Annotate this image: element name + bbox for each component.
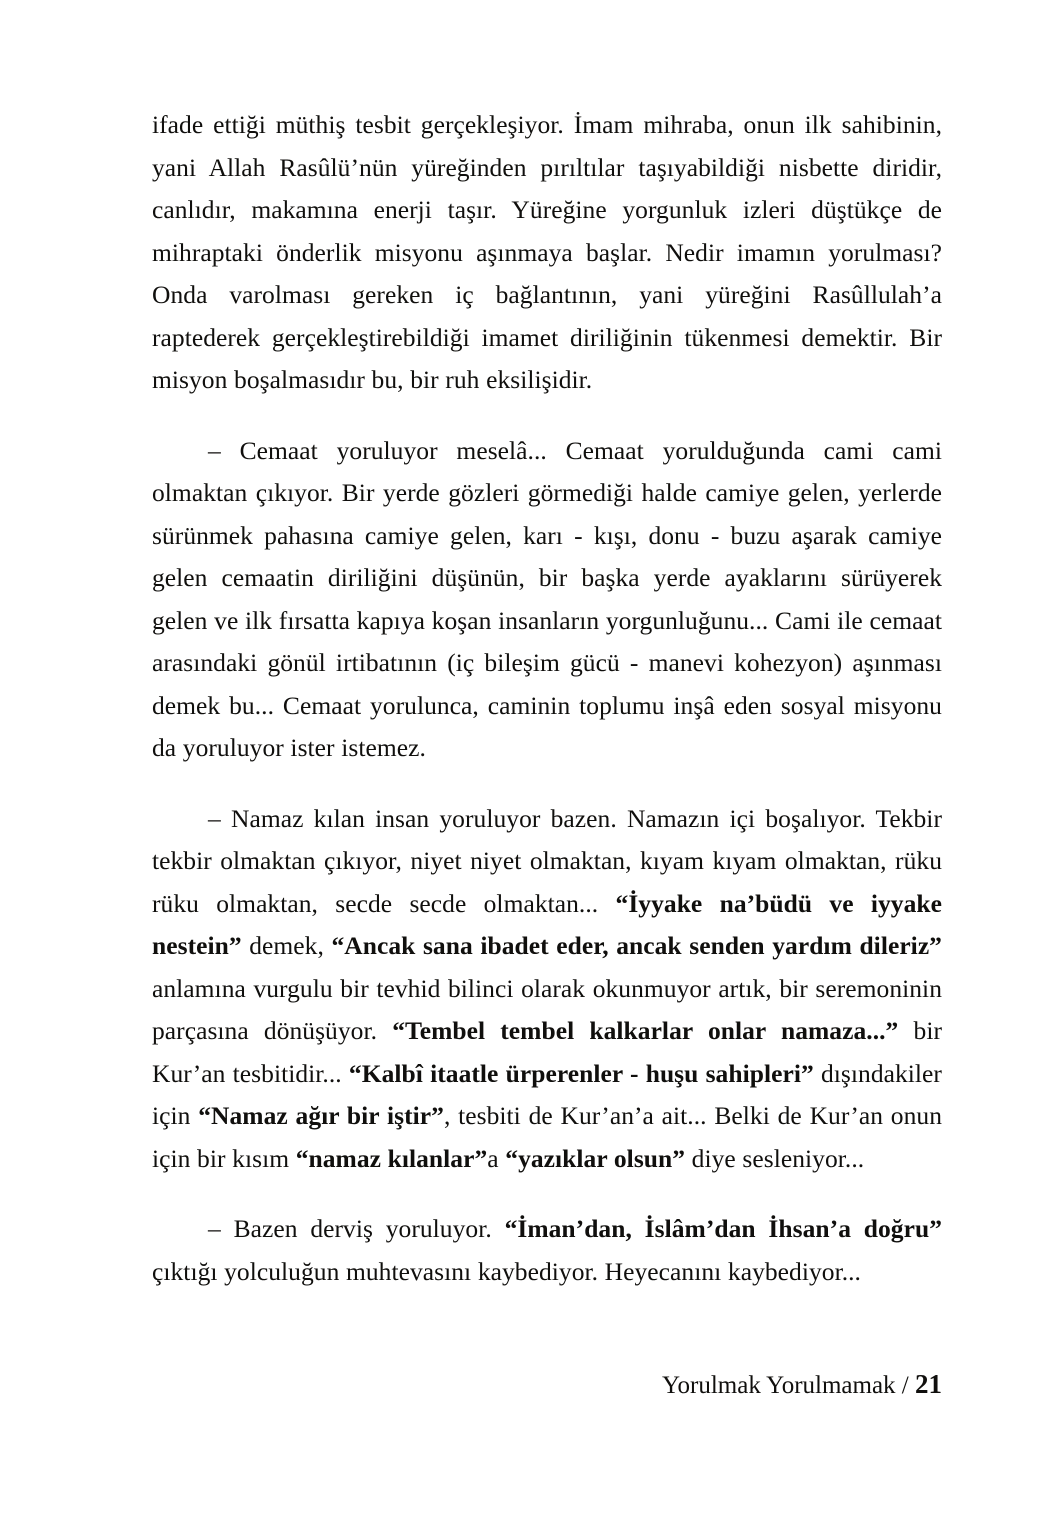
text-run: anlamına vurgulu bir tevhid bilinci olarak okunmuyor artık, bir seremoninin parçasına dönüşüyor. <box>152 973 942 1045</box>
text-run: – Bazen derviş yoruluyor. <box>208 1214 505 1243</box>
text-run: demek, <box>241 931 332 960</box>
emphasis-run: “yazıklar olsun” <box>505 1143 686 1173</box>
text-run: çıktığı yolculuğun muhtevasını kaybediyor. Heyecanını kaybediyor... <box>152 1256 861 1286</box>
page-footer <box>152 1368 942 1402</box>
emphasis-run: “İman’dan, İslâm’dan İhsan’a doğru” <box>504 1214 943 1243</box>
text-run: a <box>487 1143 506 1173</box>
footer-chapter-title: Yorulmak Yorulmamak <box>661 1372 896 1399</box>
text-run: ifade ettiği müthiş tesbit gerçekleşiyor. İmam mihraba, onun ilk sahibinin, yani Allah Rasûlü’nün yüreğinden pırıltılar taşıyabildiği nisbette diridir, canlıdır, makamına enerji taşır. Yüreğine yorgunluk izleri düştükçe de mihraptaki önderlik misyonu aşınmaya başlar. Nedir imamın yorulması? Onda varolması gereken iç bağlantının, yani yüreğini Rasûllulah’a raptederek gerçekleştirebildiği imamet diriliğinin tükenmesi demektir. Bir misyon boşalmasıdır bu, bir ruh eksilişidir. <box>152 110 942 394</box>
text-run: – Cemaat yoruluyor meselâ... Cemaat yorulduğunda cami cami olmaktan çıkıyor. Bir yerde gözleri görmediği halde camiye gelen, yerlerde sürünmek pahasına camiye gelen, karı - kışı, donu - buzu aşarak camiye gelen cemaatin diriliğini düşünün, bir başka yerde ayaklarını sürüyerek gelen ve ilk fırsatta kapıya koşan insanların yorgunluğunu... Cami ile cemaat arasındaki gönül irtibatının (iç bileşim gücü - manevi kohezyon) aşınması demek bu... Cemaat yorulunca, caminin toplumu inşâ eden sosyal misyonu da yoruluyor ister istemez. <box>152 435 942 762</box>
footer-separator: / <box>895 1372 915 1399</box>
emphasis-run: “Ancak sana ibadet eder, ancak senden yardım dileriz” <box>331 931 942 960</box>
text-run: diye sesleniyor... <box>685 1143 865 1173</box>
paragraph <box>152 430 942 770</box>
text-run: bir Kur’an tesbitidir... <box>152 1016 943 1088</box>
emphasis-run: “namaz kılanlar” <box>295 1143 488 1173</box>
emphasis-run: “Namaz ağır bir iştir” <box>198 1101 444 1130</box>
emphasis-run: “Tembel tembel kalkarlar onlar namaza...” <box>392 1016 899 1045</box>
page-body-text <box>152 104 942 1293</box>
emphasis-run: “İyyake na’büdü ve iyyake nestein” <box>152 888 943 960</box>
text-run: – Namaz kılan insan yoruluyor bazen. Namazın içi boşalıyor. Tekbir tekbir olmaktan çıkıyor, niyet niyet olmaktan, kıyam kıyam olmaktan, rüku rüku olmaktan, secde secde olmaktan... <box>152 803 942 918</box>
emphasis-run: “Kalbî itaatle ürperenler - huşu sahipleri” <box>348 1058 814 1088</box>
footer-page-number: 21 <box>915 1369 942 1399</box>
paragraph <box>152 104 942 402</box>
text-run: , tesbiti de Kur’an’a ait... Belki de Kur’an onun için bir kısım <box>152 1101 943 1173</box>
paragraph <box>152 1208 942 1293</box>
paragraph <box>152 798 942 1181</box>
text-run: dışındakiler için <box>152 1058 942 1130</box>
